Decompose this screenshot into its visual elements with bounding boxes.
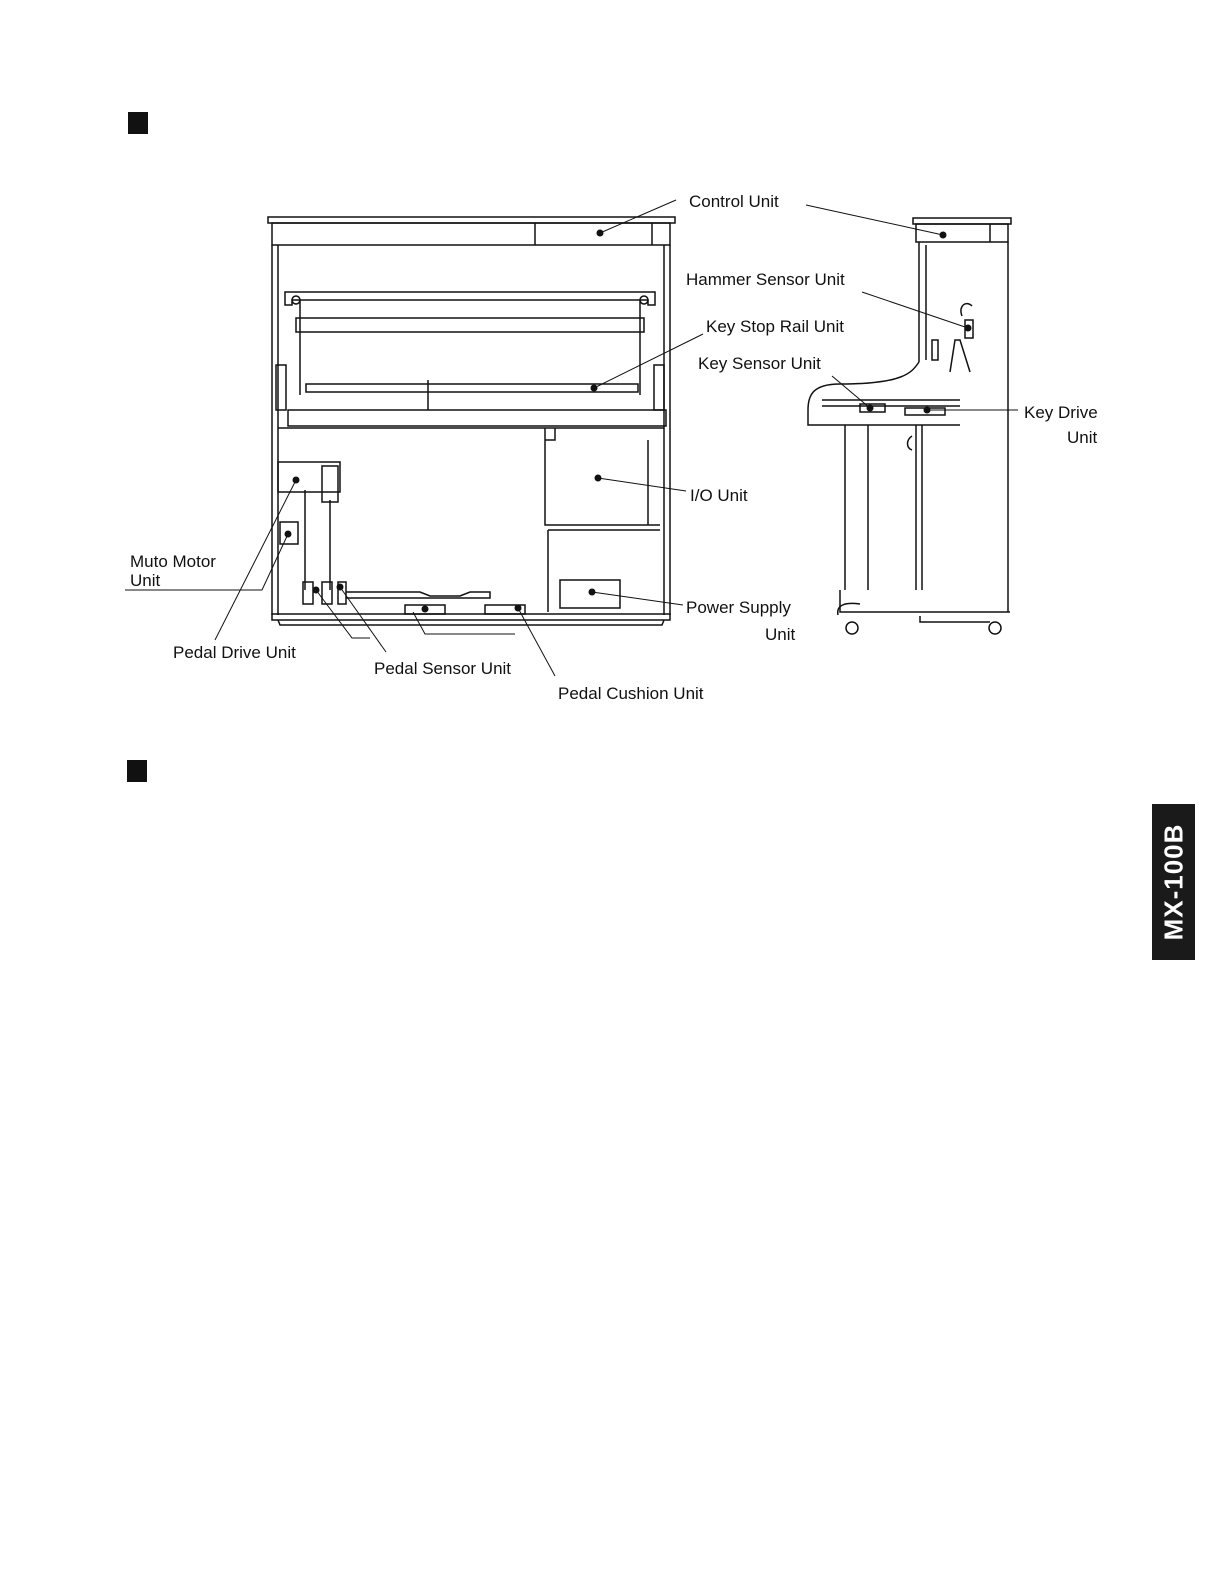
label-key-drive-line2: Unit bbox=[1067, 428, 1098, 447]
label-key-sensor-unit: Key Sensor Unit bbox=[698, 354, 821, 373]
label-power-supply-line1: Power Supply bbox=[686, 598, 791, 617]
label-muto-motor-line1: Muto Motor bbox=[130, 552, 216, 571]
label-key-stop-rail-unit: Key Stop Rail Unit bbox=[706, 317, 844, 336]
label-muto-motor-line2: Unit bbox=[130, 571, 161, 590]
piano-front-view bbox=[268, 217, 675, 625]
label-power-supply-line2: Unit bbox=[765, 625, 796, 644]
dot-pedal-cushion-a bbox=[422, 606, 429, 613]
label-pedal-drive-unit: Pedal Drive Unit bbox=[173, 643, 296, 662]
labels bbox=[130, 192, 1098, 703]
leader-lines bbox=[125, 200, 1018, 676]
label-control-unit: Control Unit bbox=[689, 192, 779, 211]
label-io-unit: I/O Unit bbox=[690, 486, 748, 505]
label-pedal-cushion-unit: Pedal Cushion Unit bbox=[558, 684, 704, 703]
label-pedal-sensor-unit: Pedal Sensor Unit bbox=[374, 659, 512, 678]
label-hammer-sensor-unit: Hammer Sensor Unit bbox=[686, 270, 845, 289]
model-side-tab-text: MX-100B bbox=[1158, 823, 1188, 941]
model-side-tab bbox=[1152, 804, 1195, 960]
label-key-drive-line1: Key Drive bbox=[1024, 403, 1098, 422]
